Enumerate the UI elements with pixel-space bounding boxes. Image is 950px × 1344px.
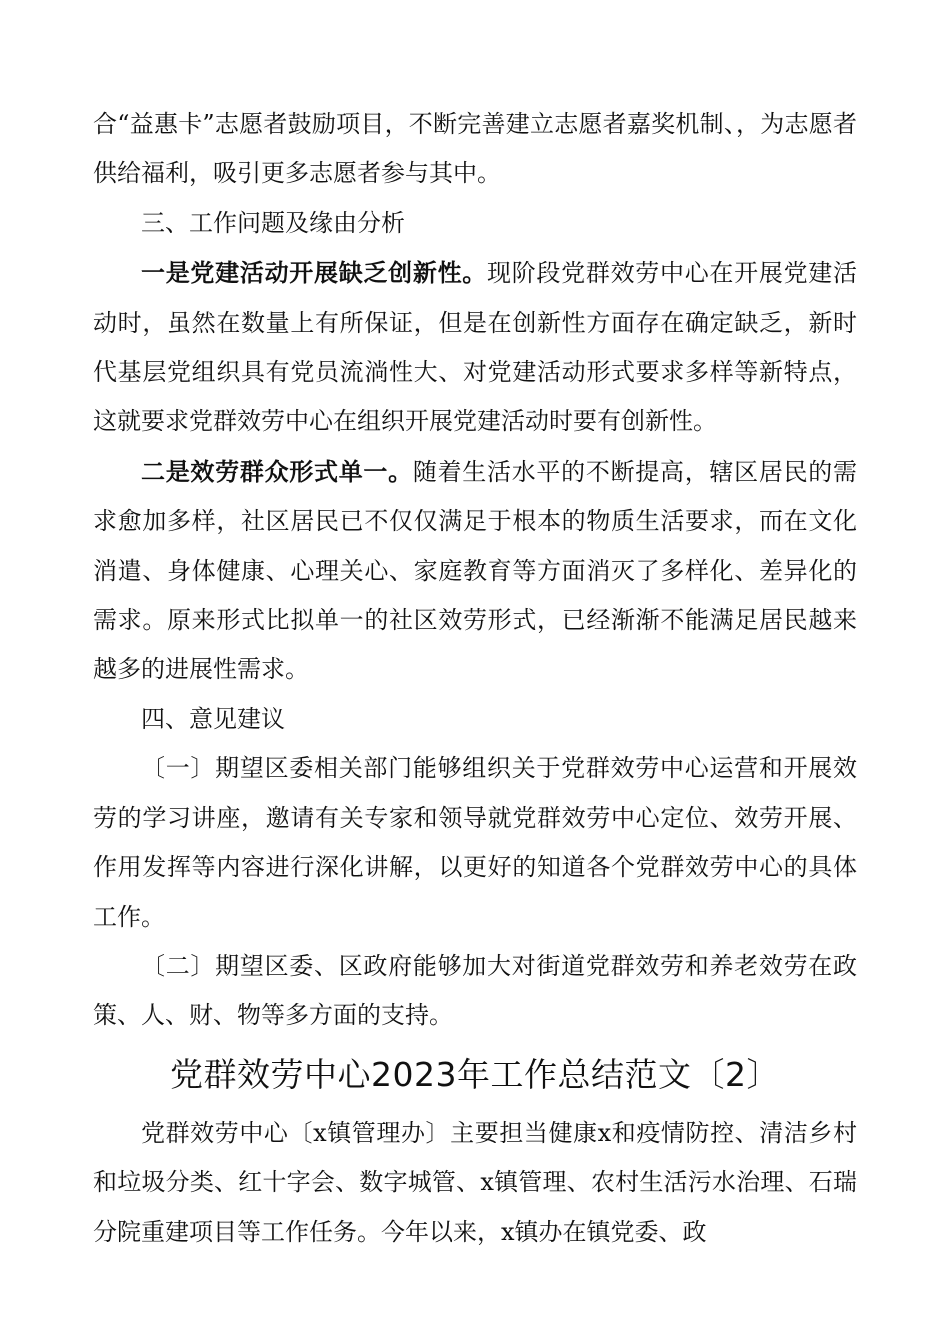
paragraph-problem-1 bbox=[93, 248, 857, 447]
document-title-2: 党群效劳中心2023年工作总结范文〔2〕 bbox=[170, 1054, 780, 1094]
section-heading-problems: 三、工作问题及缘由分析 bbox=[141, 208, 405, 237]
paragraph-suggestion-1: 〔一〕期望区委相关部门能够组织关于党群效劳中心运营和开展效劳的学习讲座，邀请有关专家和领导就党群效劳中心定位、效劳开展、作用发挥等内容进行深化讲解，以更好的知道各个党群效劳中心的具体工作。 bbox=[93, 754, 857, 931]
document-body bbox=[93, 100, 857, 1257]
problem-1-body: 现阶段党群效劳中心在开展党建活动时，虽然在数量上有所保证，但是在创新性方面存在确定缺乏，新时代基层党组织具有党员流淌性大、对党建活动形式要求多样等新特点，这就要求党群效劳中心在组织开展党建活动时要有创新性。 bbox=[93, 259, 857, 436]
paragraph-problem-2 bbox=[93, 447, 857, 695]
section-heading-suggestions: 四、意见建议 bbox=[141, 704, 285, 733]
problem-2-body: 随着生活水平的不断提高，辖区居民的需求愈加多样，社区居民已不仅仅满足于根本的物质生活要求，而在文化消遣、身体健康、心理关心、家庭教育等方面消灭了多样化、差异化的需求。原来形式比拟单一的社区效劳形式，已经渐渐不能满足居民越来越多的进展性需求。 bbox=[93, 457, 858, 684]
paragraph-intro-2: 党群效劳中心〔x镇管理办〕主要担当健康x和疫情防控、清洁乡村和垃圾分类、红十字会、数字城管、x镇管理、农村生活污水治理、石瑞分院重建项目等工作任务。今年以来，x镇办在镇党委、政 bbox=[93, 1118, 857, 1246]
problem-2-lead: 二是效劳群众形式单一。 bbox=[141, 456, 413, 486]
paragraph-continuation: 合“益惠卡”志愿者鼓励项目，不断完善建立志愿者嘉奖机制、，为志愿者供给福利，吸引更多志愿者参与其中。 bbox=[93, 110, 857, 188]
paragraph-suggestion-2: 〔二〕期望区委、区政府能够加大对街道党群效劳和养老效劳在政策、人、财、物等多方面的支持。 bbox=[93, 951, 857, 1030]
problem-1-lead: 一是党建活动开展缺乏创新性。 bbox=[141, 258, 487, 288]
